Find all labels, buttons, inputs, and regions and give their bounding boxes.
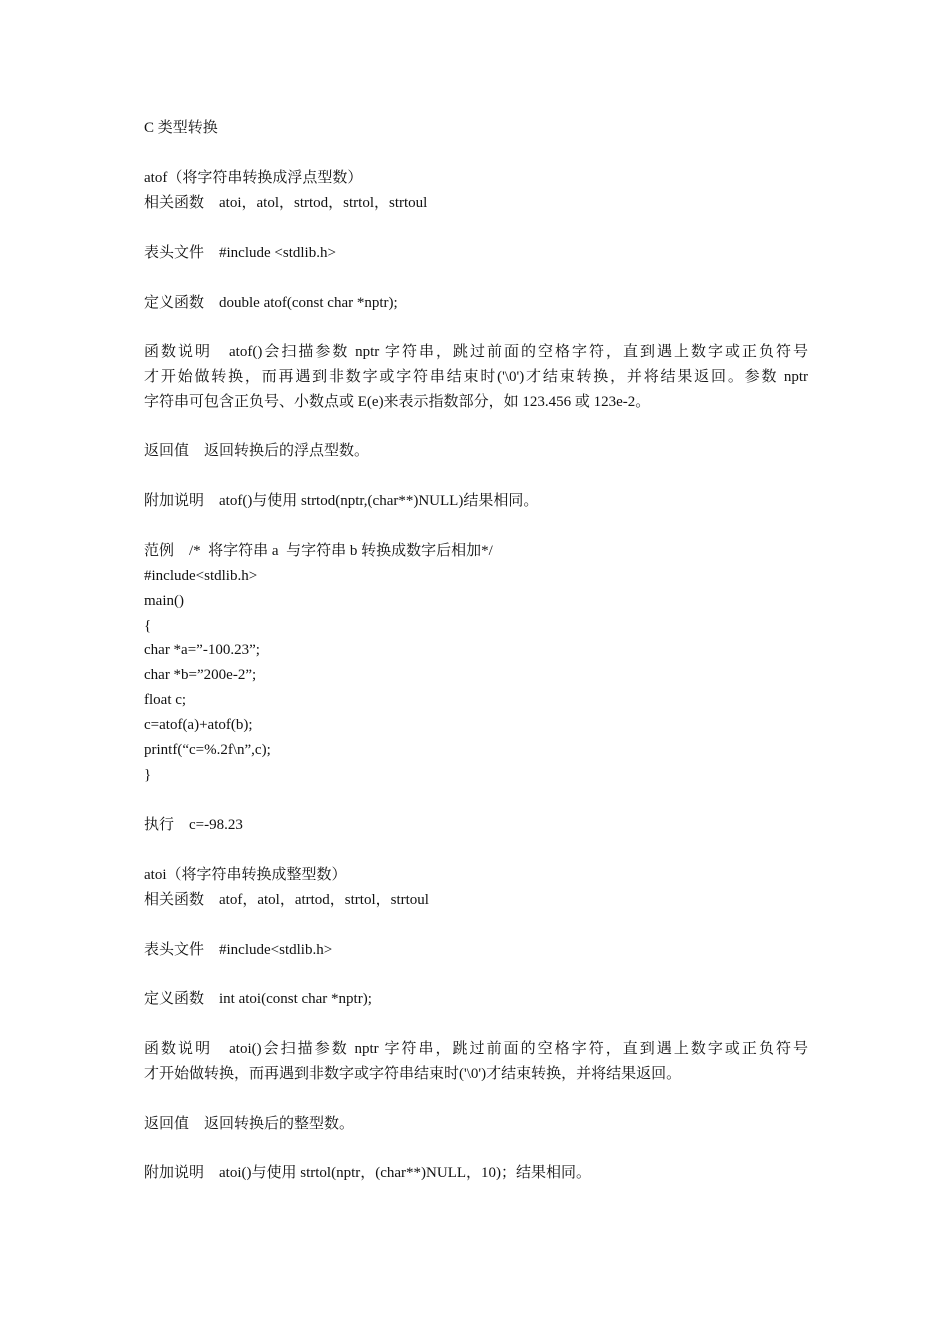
- atof-code-line: c=atof(a)+atof(b);: [144, 717, 253, 733]
- atoi-heading: atoi（将字符串转换成整型数）: [144, 867, 347, 883]
- atoi-definition: 定义函数 int atoi(const char *nptr);: [144, 991, 372, 1007]
- atof-definition: 定义函数 double atof(const char *nptr);: [144, 295, 398, 311]
- atoi-note: 附加说明 atoi()与使用 strtol(nptr，(char**)NULL，10)；结果相同。: [144, 1165, 592, 1181]
- atof-execution-result: 执行 c=-98.23: [144, 817, 243, 833]
- atof-code-line: main(): [144, 593, 184, 609]
- atof-description-line: 字符串可包含正负号、小数点或 E(e)来表示指数部分，如 123.456 或 123e-2。: [144, 394, 651, 410]
- atof-code-line: {: [144, 618, 152, 634]
- atof-code-line: }: [144, 767, 152, 783]
- atof-note: 附加说明 atof()与使用 strtod(nptr,(char**)NULL)结果相同。: [144, 493, 539, 509]
- atof-heading: atof（将字符串转换成浮点型数）: [144, 170, 363, 186]
- atof-example-line: 范例 /* 将字符串 a 与字符串 b 转换成数字后相加*/: [144, 543, 493, 559]
- atof-return-value: 返回值 返回转换后的浮点型数。: [144, 443, 370, 459]
- document-title: C 类型转换: [144, 120, 218, 136]
- atof-header-file: 表头文件 #include <stdlib.h>: [144, 245, 336, 261]
- atof-code-line: char *a=”-100.23”;: [144, 642, 260, 658]
- atof-code-line: #include<stdlib.h>: [144, 568, 258, 584]
- atoi-header-file: 表头文件 #include<stdlib.h>: [144, 942, 333, 958]
- atof-description-line: 函数说明 atof()会扫描参数 nptr 字符串，跳过前面的空格字符，直到遇上数字或正负符号: [144, 344, 808, 360]
- atoi-return-value: 返回值 返回转换后的整型数。: [144, 1116, 355, 1132]
- atof-description-line: 才开始做转换，而再遇到非数字或字符串结束时('\0')才结束转换，并将结果返回。参数 nptr: [144, 369, 808, 385]
- atoi-related-functions: 相关函数 atof，atol，atrtod，strtol，strtoul: [144, 892, 429, 908]
- atof-code-line: float c;: [144, 692, 187, 708]
- atof-code-line: char *b=”200e-2”;: [144, 667, 257, 683]
- atof-code-line: printf(“c=%.2f\n”,c);: [144, 742, 271, 758]
- atoi-description-line: 才开始做转换，而再遇到非数字或字符串结束时('\0')才结束转换，并将结果返回。: [144, 1066, 682, 1082]
- atoi-description-line: 函数说明 atoi()会扫描参数 nptr 字符串，跳过前面的空格字符，直到遇上数字或正负符号: [144, 1041, 808, 1057]
- atof-related-functions: 相关函数 atoi，atol，strtod，strtol，strtoul: [144, 195, 428, 211]
